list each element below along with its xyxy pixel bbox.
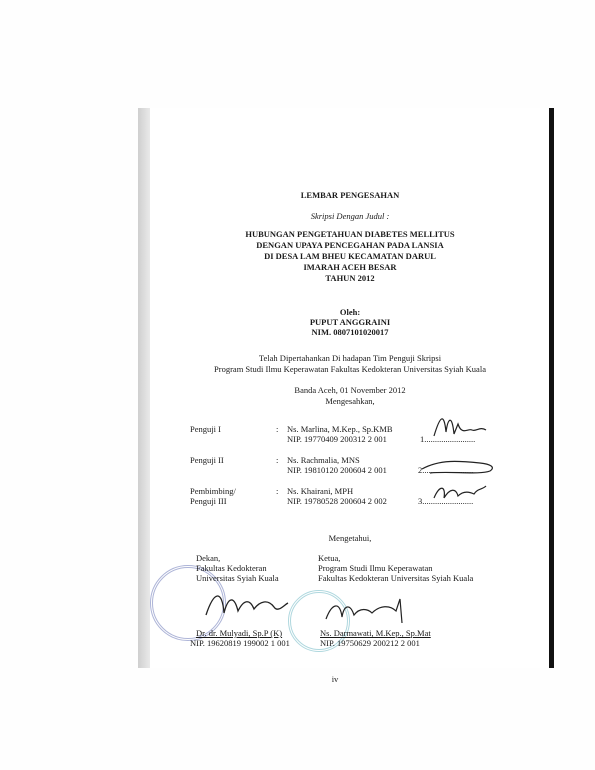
signature-number: 3........................: [418, 496, 474, 506]
left-signer-nip: NIP. 19620819 199002 1 001: [190, 638, 290, 648]
examiner-nip: NIP. 19780528 200604 2 002: [287, 496, 387, 506]
examiner-role: Penguji II: [190, 455, 224, 465]
left-signer-org: Fakultas Kedokteran: [196, 563, 267, 573]
examiner-name: Ns. Rachmalia, MNS: [287, 455, 360, 465]
examiner-role-2: Penguji III: [190, 496, 227, 506]
separator: :: [276, 424, 279, 434]
thesis-title-line: IMARAH ACEH BESAR: [303, 262, 397, 272]
defense-line: Telah Dipertahankan Di hadapan Tim Penguji Skripsi: [258, 353, 442, 363]
signature-icon: [420, 455, 500, 477]
separator: :: [276, 486, 279, 496]
signature-icon: [200, 585, 290, 625]
subtitle: Skripsi Dengan Judul :: [310, 211, 390, 221]
signature-icon: [430, 480, 490, 504]
thesis-title-line: TAHUN 2012: [325, 273, 375, 283]
author-nim: NIM. 0807101020017: [311, 327, 389, 337]
page-title: LEMBAR PENGESAHAN: [300, 190, 400, 200]
right-signer-name: Ns. Darmawati, M.Kep., Sp.Mat: [320, 628, 431, 638]
defense-program: Program Studi Ilmu Keperawatan Fakultas Kedokteran Universitas Syiah Kuala: [214, 364, 486, 374]
signature-number: 1........................: [420, 434, 476, 444]
separator: :: [276, 455, 279, 465]
examiner-name: Ns. Marlina, M.Kep., Sp.KMB: [287, 424, 393, 434]
place-date: Banda Aceh, 01 November 2012: [294, 385, 406, 395]
page-edge: [549, 108, 554, 668]
thesis-title-line: DENGAN UPAYA PENCEGAHAN PADA LANSIA: [256, 240, 444, 250]
thesis-title-line: HUBUNGAN PENGETAHUAN DIABETES MELLITUS: [245, 229, 455, 239]
left-signer-title: Dekan,: [196, 553, 221, 563]
right-signer-title: Ketua,: [318, 553, 341, 563]
examiner-name: Ns. Khairani, MPH: [287, 486, 354, 496]
examiner-nip: NIP. 19810120 200604 2 001: [287, 465, 387, 475]
examiner-role: Pembimbing/: [190, 486, 236, 496]
signature-icon: [320, 595, 410, 629]
thesis-title-line: DI DESA LAM BHEU KECAMATAN DARUL: [264, 251, 436, 261]
approve-label: Mengesahkan,: [325, 396, 375, 406]
examiner-nip: NIP. 19770409 200312 2 001: [287, 434, 387, 444]
right-signer-nip: NIP. 19750629 200212 2 001: [320, 638, 420, 648]
author-name: PUPUT ANGGRAINI: [309, 317, 391, 327]
left-signer-org: Universitas Syiah Kuala: [196, 573, 279, 583]
author-by-label: Oleh:: [339, 307, 361, 317]
examiner-role: Penguji I: [190, 424, 221, 434]
page-number: iv: [331, 674, 339, 684]
acknowledge-label: Mengetahui,: [328, 533, 372, 543]
signature-number: 2........................: [418, 465, 474, 475]
right-signer-org: Fakultas Kedokteran Universitas Syiah Kuala: [318, 573, 474, 583]
signature-icon: [430, 410, 490, 440]
left-signer-name: Dr. dr. Mulyadi, Sp.P (K): [196, 628, 283, 638]
right-signer-org: Program Studi Ilmu Keperawatan: [318, 563, 433, 573]
